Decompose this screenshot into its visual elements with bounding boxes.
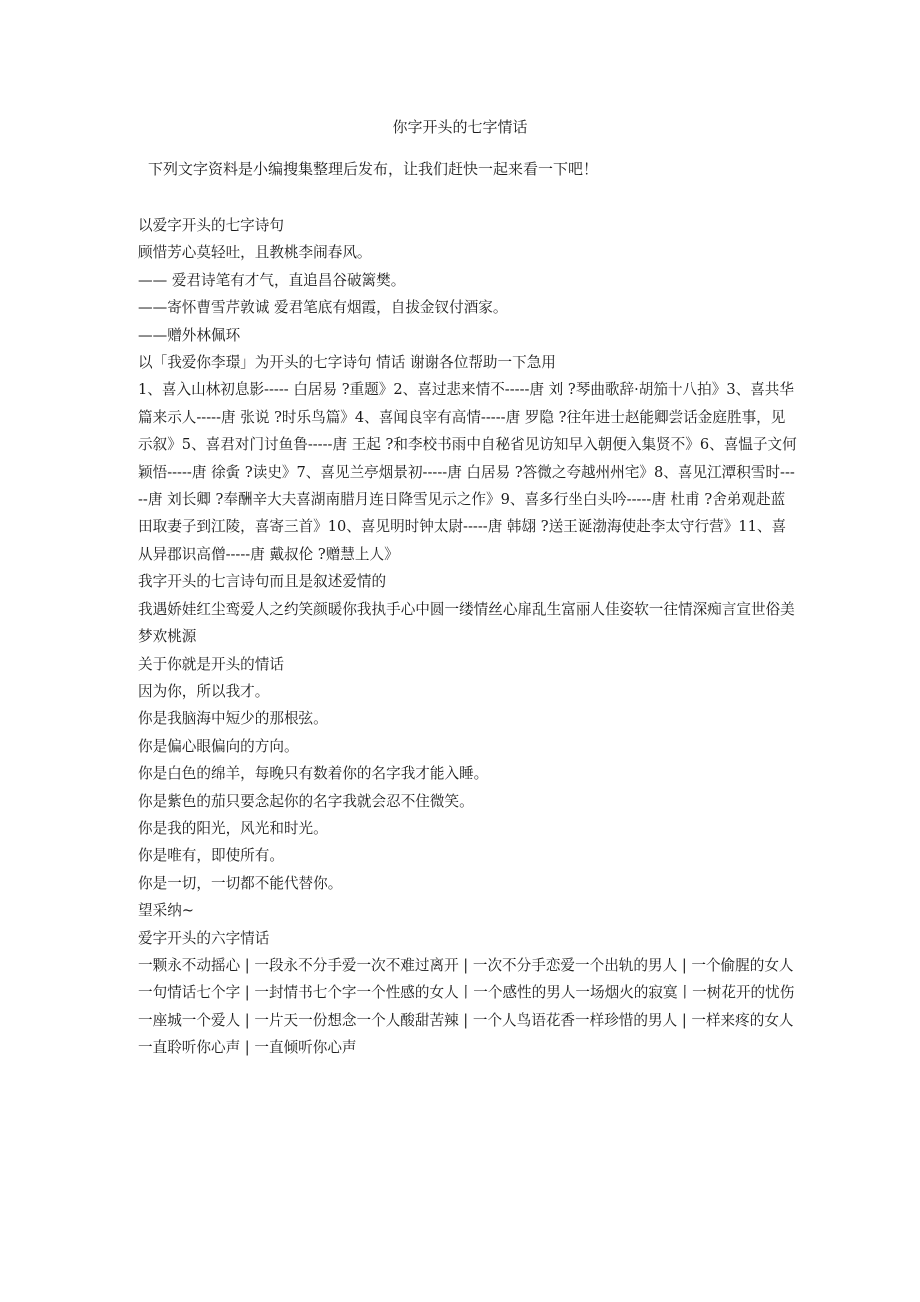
love-line: 你是偏心眼偏向的方向。	[138, 737, 299, 755]
love-line: 因为你，所以我才。	[138, 682, 270, 700]
section-heading: 关于你就是开头的情话	[138, 655, 284, 673]
poem-line: ——寄怀曹雪芹敦诚 爱君笔底有烟霞，自拔金钗付酒家。	[138, 299, 508, 317]
closing-line: 望采纳~	[138, 902, 195, 920]
love-line: 你是一切，一切都不能代替你。	[138, 874, 343, 892]
poem-line: —— 爱君诗笔有才气，直追昌谷破篱樊。	[138, 271, 406, 289]
phrase-list-paragraph: 一颗永不动摇心 | 一段永不分手爱一次不难过离开 | 一次不分手恋爱一个出轨的男人 | 一个偷腥的女人一句情话七个字 | 一封情书七个字一个性感的女人丨一个感性的男人一场烟火的寂寞丨一树花开的忧伤一座城一个爱人 | 一片天一份想念一个人酸甜苦辣 | 一个人鸟语花香一样珍惜的男人 | 一样来疼的女人一直聆听你心声 | 一直倾听你心声	[138, 956, 795, 1057]
poem-line: ——赠外林佩环	[138, 326, 241, 344]
poem-list-paragraph: 1、喜入山林初息影----- 白居易 ?重题》2、喜过悲来情不-----唐 刘 ?琴曲歌辞·胡笳十八拍》3、喜共华篇来示人-----唐 张说 ?时乐鸟篇》4、喜闻良宰有高情-----唐 罗隐 ?往年进士赵能卿尝话金庭胜事，见示叙》5、喜君对门讨鱼鲁-----唐 王起 ?和李校书雨中自秘省见访知早入朝便入集贤不》6、喜愠子文何颖悟-----唐 徐夤 ?读史》7、喜见兰亭烟景初-----唐 白居易 ?答微之夸越州州宅》8、喜见江潭积雪时-----唐 刘长卿 ?奉酬辛大夫喜湖南腊月连日降雪见示之作》9、喜多行坐白头吟-----唐 杜甫 ?舍弟观赴蓝田取妻子到江陵，喜寄三首》10、喜见明时钟太尉-----唐 韩翃 ?送王诞渤海使赴李太守行营》11、喜从异郡识高僧-----唐 戴叔伦 ?赠慧上人》	[138, 381, 797, 563]
intro-paragraph: 下列文字资料是小编搜集整理后发布，让我们赶快一起来看一下吧！	[148, 160, 599, 178]
page-title: 你字开头的七字情话	[392, 118, 528, 136]
document-body	[138, 212, 798, 1062]
section-heading: 以爱字开头的七字诗句	[138, 217, 284, 234]
love-line: 你是我脑海中短少的那根弦。	[138, 710, 328, 728]
poem-paragraph: 我遇娇娃红尘鸾爱人之约笑颜暖你我执手心中圆一缕情丝心扉乱生富丽人佳姿软一往情深痴言宣世俗美梦欢桃源	[138, 600, 795, 646]
love-line: 你是白色的绵羊，每晚只有数着你的名字我才能入睡。	[138, 765, 489, 783]
section-heading: 爱字开头的六字情话	[138, 929, 270, 947]
poem-line: 顾惜芳心莫轻吐，且教桃李闹春风。	[138, 244, 372, 262]
love-line: 你是我的阳光，风光和时光。	[138, 819, 328, 837]
love-line: 你是唯有，即使所有。	[138, 847, 284, 865]
question-line: 以「我爱你李璟」为开头的七字诗句 情话 谢谢各位帮助一下急用	[138, 354, 556, 372]
love-line: 你是紫色的茄只要念起你的名字我就会忍不住微笑。	[138, 792, 474, 810]
section-heading: 我字开头的七言诗句而且是叙述爱情的	[138, 573, 387, 591]
